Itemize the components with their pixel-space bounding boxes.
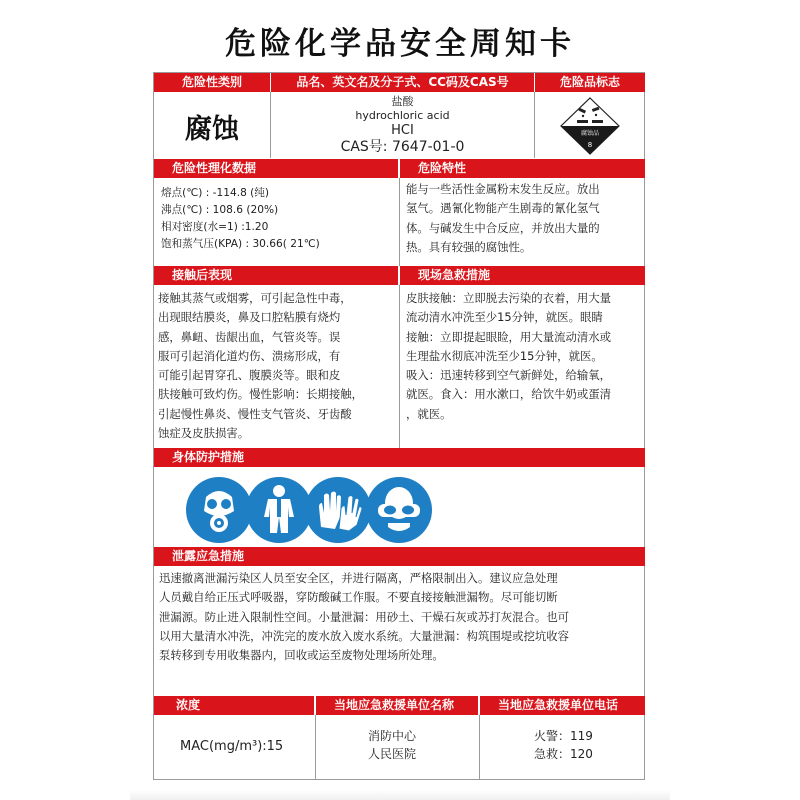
contact-line: 蚀症及皮肤损害。 <box>158 426 250 441</box>
physchem-data <box>161 185 397 253</box>
first-aid-line: 就医。食入：用水漱口，给饮牛奶或蛋清 <box>406 387 612 402</box>
hazard-props-text <box>406 180 642 257</box>
chemical-info <box>271 95 534 156</box>
contact-symptoms-text <box>158 289 398 443</box>
unit-name: 人民医院 <box>368 747 417 761</box>
concentration-value: MAC(mg/m³):15 <box>180 739 284 754</box>
safety-card <box>153 72 645 780</box>
first-aid-text <box>406 289 644 424</box>
spill-header: 泄露应急措施 <box>154 547 645 566</box>
corrosive-diamond-icon <box>550 97 630 155</box>
physchem-line: 熔点(℃) : -114.8 (纯) <box>161 187 270 199</box>
protection-header: 身体防护措施 <box>154 448 645 467</box>
first-aid-line: 生理盐水彻底冲洗至少15分钟，就医。 <box>406 348 603 363</box>
chemical-name-header: 品名、英文名及分子式、CC码及CAS号 <box>271 73 534 92</box>
spill-text <box>159 569 643 665</box>
first-aid-header: 现场急救措施 <box>400 266 645 285</box>
page-shadow <box>130 790 670 800</box>
hazard-props-line: 氢气。遇氰化物能产生剧毒的氰化氢气 <box>406 201 600 216</box>
chemical-name-zh: 盐酸 <box>391 95 414 108</box>
hazard-props-line: 体。与碱发生中合反应，并放出大量的 <box>406 220 600 235</box>
hazard-symbol-header: 危险品标志 <box>535 73 645 92</box>
physchem-line: 沸点(℃) : 108.6 (20%) <box>161 204 279 216</box>
hazard-props-header: 危险特性 <box>400 159 645 178</box>
gas-mask-icon <box>186 477 252 543</box>
contact-line: 肤接触可致灼伤。慢性影响：长期接触， <box>158 387 364 402</box>
spill-line: 以用大量清水冲洗，冲洗完的废水放入废水系统。大量泄漏：构筑围堤或挖坑收容 <box>159 628 570 643</box>
first-aid-line: 接触：立即提起眼睑，用大量流动清水或 <box>406 329 612 344</box>
chemical-formula: HCI <box>391 123 414 138</box>
spill-line: 泵转移到专用收集器内，回收或运至废物处理场所处理。 <box>159 648 444 663</box>
hazard-class-number: 8 <box>587 141 593 149</box>
contact-line: 接触其蒸气或烟雾，可引起急性中毒， <box>158 291 352 305</box>
unit-phone: 急救：120 <box>534 747 593 761</box>
unit-phone: 火警：119 <box>534 729 593 743</box>
contact-line: 可能引起胃穿孔、腹膜炎等。眼和皮 <box>158 368 341 383</box>
unit-name-header: 当地应急救援单位名称 <box>316 696 478 715</box>
first-aid-line: 流动清水冲洗至少15分钟，就医。眼睛 <box>406 310 603 325</box>
page-title: 危险化学品安全周知卡 <box>225 26 575 62</box>
spill-line: 人员戴自给正压式呼吸器，穿防酸碱工作服。不要直接接触泄漏物。尽可能切断 <box>159 590 558 605</box>
goggles-icon <box>366 477 432 543</box>
unit-phone-header: 当地应急救援单位电话 <box>480 696 645 715</box>
contact-line: 感，鼻衄、齿龈出血，气管炎等。误 <box>158 329 341 344</box>
spill-line: 迅速撤离泄漏污染区人员至安全区，并进行隔离，严格限制出入。建议应急处理 <box>159 571 558 585</box>
contact-symptoms-header: 接触后表现 <box>154 266 398 285</box>
unit-name: 消防中心 <box>368 729 417 743</box>
contact-line: 引起慢性鼻炎、慢性支气管炎、牙齿酸 <box>158 406 352 421</box>
cas-number: CAS号: 7647-01-0 <box>340 139 465 155</box>
contact-line: 出现眼结膜炎，鼻及口腔粘膜有烧灼 <box>158 310 341 325</box>
spill-line: 泄漏源。防止进入限制性空间。小量泄漏：用砂土、干燥石灰或苏打灰混合。也可 <box>159 609 570 624</box>
emergency-phones <box>534 727 644 763</box>
protective-suit-icon <box>246 477 312 543</box>
hazard-props-line: 热。具有较强的腐蚀性。 <box>406 239 532 254</box>
hazard-class-header: 危险性类别 <box>154 73 270 92</box>
chemical-name-en: hydrochloric acid <box>355 109 450 122</box>
concentration-header: 浓度 <box>154 696 314 715</box>
physchem-line: 相对密度(水=1) :1.20 <box>161 221 269 233</box>
first-aid-line: 吸入：迅速转移到空气新鲜处，给输氧， <box>406 368 612 383</box>
hazard-props-line: 能与一些活性金属粉末发生反应。放出 <box>406 182 600 196</box>
contact-line: 服可引起消化道灼伤、溃疡形成，有 <box>158 348 341 363</box>
hazard-class-value: 腐蚀 <box>185 114 239 145</box>
first-aid-line: 皮肤接触：立即脱去污染的衣着，用大量 <box>406 291 612 305</box>
hazard-symbol-text: 腐蚀品 <box>580 130 600 137</box>
gloves-icon <box>305 477 371 543</box>
physchem-line: 饱和蒸气压(KPA) : 30.66( 21℃) <box>161 238 320 250</box>
emergency-units <box>368 727 478 763</box>
physchem-header: 危险性理化数据 <box>154 159 398 178</box>
first-aid-line: ，就医。 <box>406 406 452 421</box>
